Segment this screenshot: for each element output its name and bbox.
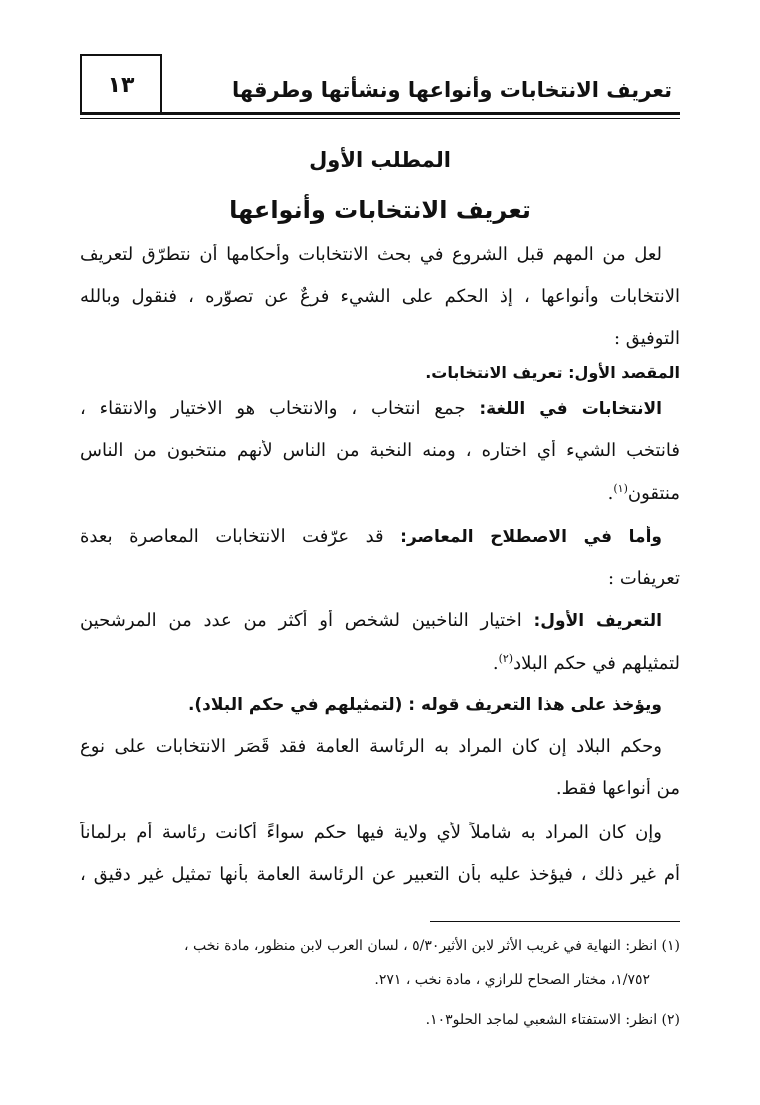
body-line: أم غير ذلك ، فيؤخذ عليه بأن التعبير عن الرئاسة العامة بأنها تمثيل غير دقيق ، (80, 864, 680, 885)
term-lead: ويؤخذ على هذا التعريف قوله : (408, 695, 662, 715)
body-line (80, 482, 680, 504)
page-number-box (80, 54, 162, 114)
header-rule-thin (80, 118, 680, 119)
body-line: من أنواعها فقط. (555, 778, 680, 799)
footnote-separator (430, 921, 680, 922)
subheading (80, 362, 680, 383)
footnote-ref[interactable]: (١) (613, 482, 628, 495)
period: . (492, 653, 499, 674)
page-number: ١٣ (107, 72, 135, 98)
period: . (607, 483, 614, 504)
header-rule-thick (80, 112, 680, 115)
footnote-1-line-1: (١) انظر: النهاية في غريب الأثر لابن الأثير٥/٣٠ ، لسان العرب لابن منظور، مادة نخب ، (184, 938, 680, 954)
body-line: التوفيق : (613, 328, 680, 349)
body-text: منتقون (627, 483, 680, 504)
term-lead: التعريف الأول: (533, 611, 662, 631)
running-header-title: تعريف الانتخابات وأنواعها ونشأتها وطرقها (232, 78, 672, 102)
body-text: جمع انتخاب ، والانتخاب هو الاختيار والانتقاء ، (80, 398, 480, 419)
body-line (80, 398, 662, 419)
body-text: اختيار الناخبين لشخص أو أكثر من عدد من المرشحين (80, 610, 534, 631)
body-line: فانتخب الشيء أي اختاره ، ومنه النخبة من الناس لأنهم منتخبون من الناس (80, 440, 680, 461)
footnote-1-line-2: ١/٧٥٢، مختار الصحاح للرازي ، مادة نخب ، ٢٧١. (374, 972, 650, 988)
body-line (80, 526, 662, 547)
body-line (80, 694, 662, 715)
footnote-ref[interactable]: (٢) (498, 652, 514, 665)
body-line: لعل من المهم قبل الشروع في بحث الانتخابات وأحكامها أن نتطرّق لتعريف (80, 244, 662, 265)
body-line: وإن كان المراد به شاملاً لأي ولاية فيها حكم سواءً أكانت رئاسة أم برلماناً (80, 822, 662, 843)
section-heading: المطلب الأول (309, 148, 451, 172)
body-line: تعريفات : (608, 568, 680, 589)
body-line: وحكم البلاد إن كان المراد به الرئاسة العامة فقد قَصَر الانتخابات على نوع (80, 736, 662, 757)
body-line: الانتخابات وأنواعها ، إذ الحكم على الشيء فرعٌ عن تصوّره ، فنقول وبالله (80, 286, 680, 307)
body-line (80, 610, 662, 631)
body-line (80, 652, 680, 674)
subheading-text: المقصد الأول: تعريف الانتخابات. (425, 363, 680, 382)
quoted-phrase: (لتمثيلهم في حكم البلاد). (187, 695, 409, 715)
body-text: لتمثيلهم في حكم البلاد (513, 653, 680, 674)
body-text: قد عرّفت الانتخابات المعاصرة بعدة (80, 526, 401, 547)
term-lead: وأما في الاصطلاح المعاصر: (400, 527, 662, 547)
section-title: تعريف الانتخابات وأنواعها (229, 196, 531, 224)
footnote-2: (٢) انظر: الاستفتاء الشعبي لماجد الحلو١٠٣. (425, 1012, 680, 1028)
term-lead: الانتخابات في اللغة: (479, 399, 662, 419)
